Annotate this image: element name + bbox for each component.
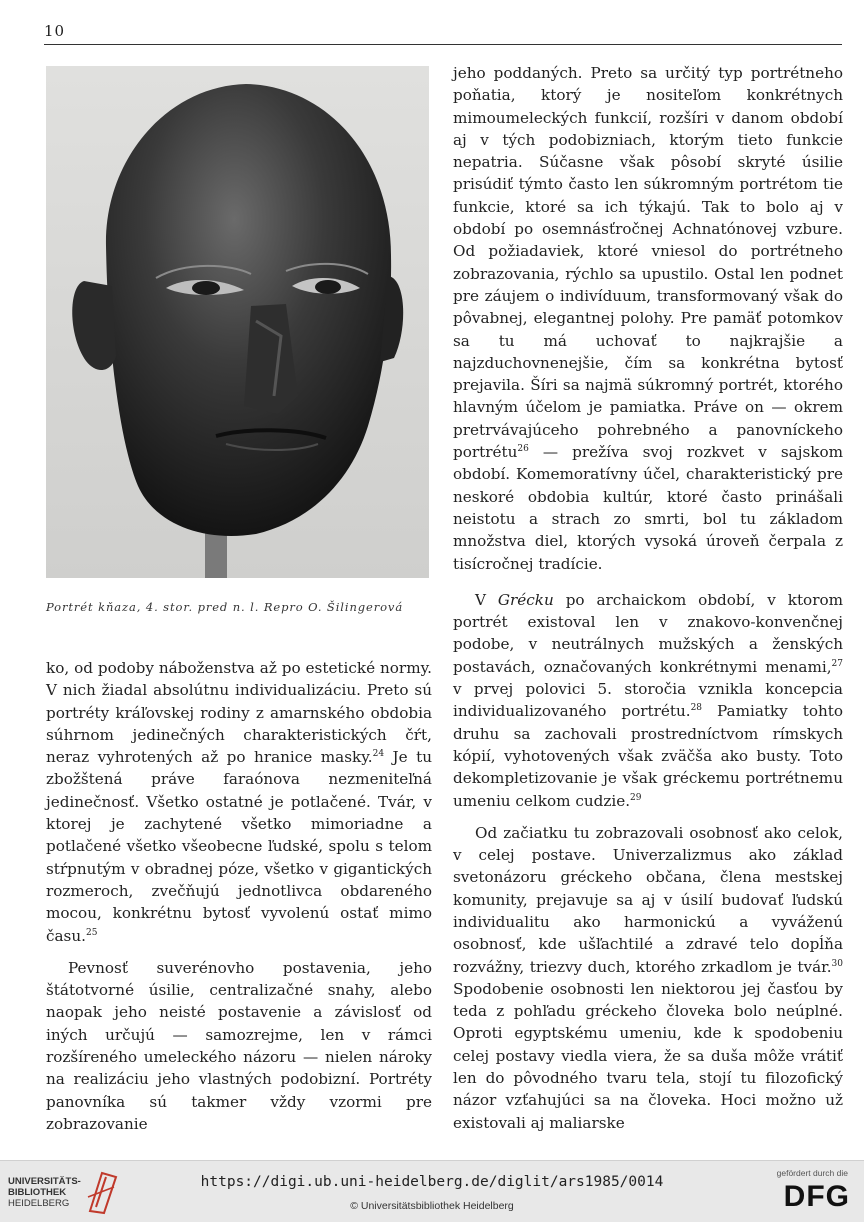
copyright-notice: © Universitätsbibliothek Heidelberg [350,1200,514,1212]
header-rule [44,44,842,45]
footnote-ref-24[interactable]: 24 [372,749,385,760]
priest-head-sculpture [46,66,429,578]
permalink-url[interactable]: https://digi.ub.uni-heidelberg.de/diglit/ars1985/0014 [200,1174,664,1190]
right-column [453,62,843,1134]
funding-note: gefördert durch die [776,1168,848,1178]
figure-caption: Portrét kňaza, 4. stor. pred n. l. Repro O. Šilingerová [46,600,404,614]
left-paragraph-2: Pevnosť suverénovho postavenia, jeho štátotvorné úsilie, centralizačné snahy, alebo naopak jeho neisté postavenie a závislosť od iných určujú — samozrejme, len v rámci rozšíreného umeleckého názoru — nielen nároky na realizáciu jeho vlastných podobizní. Portréty panovníka sú takmer vždy vzormi pre zobrazovanie [46,958,432,1133]
library-logo[interactable]: UNIVERSITÄTS- BIBLIOTHEK HEIDELBERG [8,1176,81,1209]
greece-term: Grécku [497,590,554,609]
footnote-ref-30[interactable]: 30 [831,958,843,969]
footnote-ref-29[interactable]: 29 [630,792,642,803]
right-paragraph-1: jeho poddaných. Preto sa určitý typ portrétneho poňatia, ktorý je nositeľom konkrétnych mimoumeleckých funkcií, rozšíri v danom období aj v tých podobizniach, ktorým tieto funkcie nepatria. Súčasne však pôsobí skryté úsilie prisúdiť týmto často len súkromným portrétom tie funkcie, ktoré sa ich týkajú. Tak to bolo aj v období po osemnásťročnej Achnatónovej vzbure. Od požiadaviek, ktoré vniesol do portrétneho zobrazovania, rýchlo sa upustilo. Ostal len podnet pre záujem o indivíduum, transformovaný však do pôvabnej, elegantnej polohy. Pre pamäť potomkov sa tu má uchovať to najkrajšie a najzduchovnenejšie, čím sa konkrétna bytosť prejavila. Šíri sa najmä súkromný portrét, ktorého hlavným účelom je pamiatka. Práve on — okrem pretrvávajúceho pohrebného a panovníckeho portrétu$^{26}$ — prežíva svoj rozkvet v sajskom období. Komemoratívny účel, charakteristický pre neskoré obdobia kultúr, ktoré často prinášali neistotu a strach zo smrti, bol tu základom množstva diel, ktorých vysoká úroveň čerpala z tisícročnej tradície. [453,64,843,573]
right-paragraph-2: V Grécku po archaickom období, v ktorom portrét existoval len v znakovo-konvenčnej podobe, v neutrálnych mužských a ženských postavách, označovaných konkrétnymi menami,$^{27}$ v prvej polovici 5. storočia vznikla koncepcia individualizovaného portrétu.$^{28}$ Pamiatky tohto druhu sa zachovali prostredníctvom rímskych kópií, vyhotovených však zväčša ako busty. Toto dekompletizovanie je však gréckemu portrétnemu umeniu celkom cudzie.$^{29}$ [453,590,844,810]
left-column [46,657,432,1135]
portrait-photo [46,66,429,578]
viewer-footer [0,1160,864,1222]
page-number: 10 [44,22,66,40]
left-paragraph-1: ko, od podoby náboženstva až po estetické normy. V nich žiadal absolútnu individualizáciu. Preto sú portréty kráľovskej rodiny z amarnského obdobia súhrnom jedinečných charakteristických čŕt, neraz vyhrotených až po hranice masky.$^{24}$ Je tu zbožštená práve faraónova nezmeniteľná jedinečnosť. Všetko ostatné je potlačené. Tvár, v ktorej je zachytené všetko mimoriadne a potlačené všetko všeobecne ľudské, spolu s telom stŕpnutým v obradnej póze, všetko v gigantických rozmeroch, zvečňujú jednotlivca obdareného mocou, konkrétnu bytosť vyvolenú ostať mimo času.$^{25}$ [46,659,432,945]
footnote-ref-25[interactable]: 25 [85,927,98,938]
footnote-ref-28[interactable]: 28 [690,703,703,714]
footnote-ref-27[interactable]: 27 [831,658,843,669]
dfg-logo[interactable]: DFG [783,1180,850,1213]
right-paragraph-3: Od začiatku tu zobrazovali osobnosť ako celok, v celej postave. Univerzalizmus ako základ svetonázoru gréckeho občana, člena mestskej komunity, prejavuje sa aj v úsilí budovať ľudskú individualitu ako harmonickú a vyváženú osobnosť, kde ušľachtilé a zdravé telo dopĺňa rozvážny, triezvy duch, ktorého zrkadlom je tvár.$^{30}$ Spodobenie osobnosti len niektorou jej časťou by teda z pohľadu gréckeho človeka bolo neúplné. Oproti egyptskému umeniu, kde k spodobeniu celej postavy viedla viera, že sa duša môže vrátiť len do pôvodného tvaru tela, stojí tu filozofický názor vzťahujúci sa na človeka. Hoci možno už existovali aj maliarske [453,823,843,1132]
footnote-ref-26[interactable]: 26 [517,443,529,454]
